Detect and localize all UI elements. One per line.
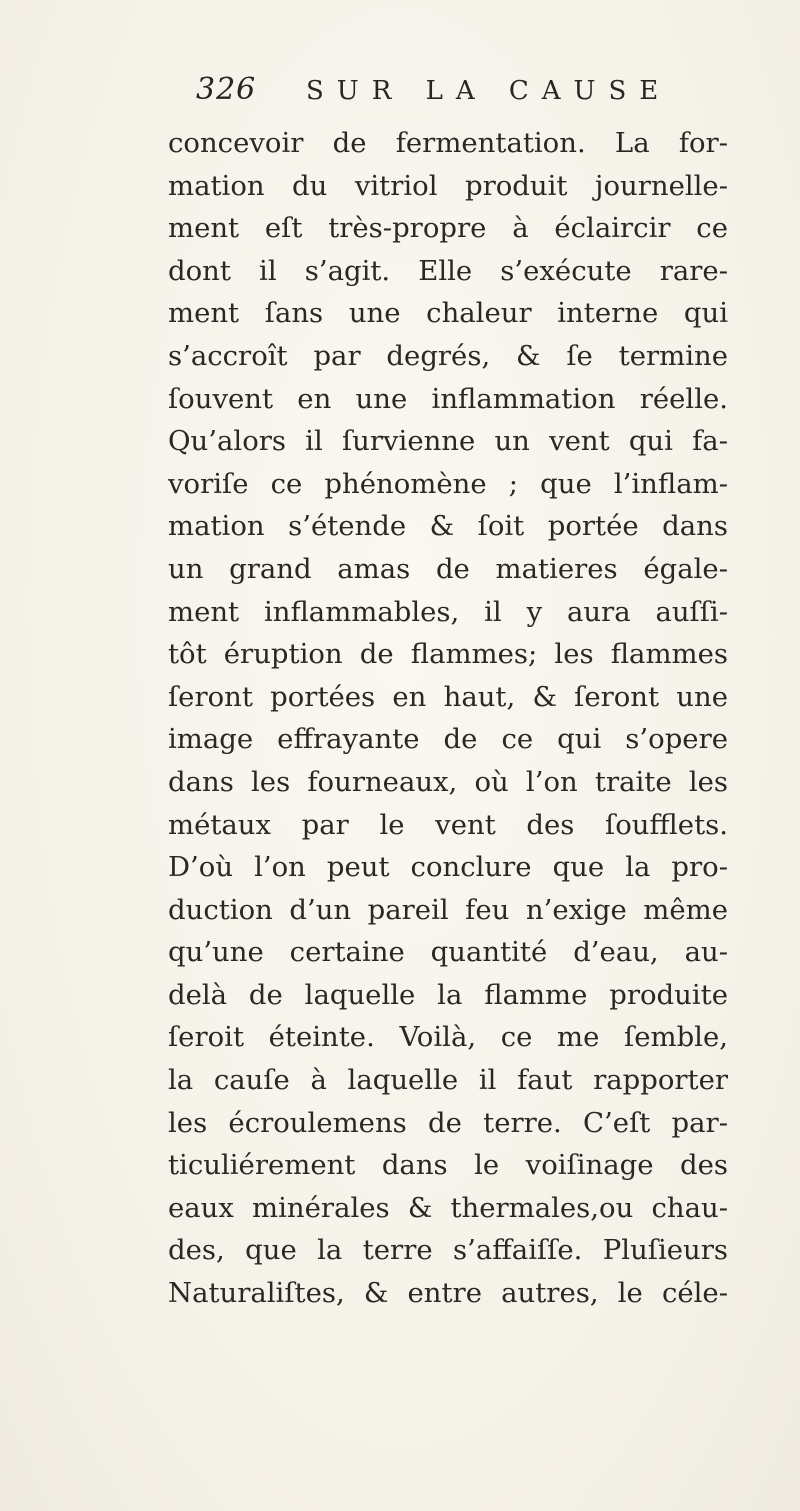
page-header xyxy=(196,72,716,112)
text-line: ſouvent en une inflammation réelle. xyxy=(168,382,728,415)
text-line: concevoir de fermentation. La for- xyxy=(168,127,728,159)
text-line: ſeront portées en haut, & ſeront une xyxy=(168,680,728,713)
page-number: 326 xyxy=(196,72,257,107)
text-line: mation du vitriol produit journelle- xyxy=(168,169,728,202)
text-line: D’où l’on peut conclure que la pro- xyxy=(168,851,728,884)
text-line: ticuliérement dans le voiſinage des xyxy=(168,1149,728,1182)
text-line: ment inflammables, il y aura auſſi- xyxy=(168,595,728,628)
text-line: duction d’un pareil feu n’exige même xyxy=(168,893,728,926)
text-line: delà de laquelle la flamme produite xyxy=(168,978,728,1011)
text-line: Naturaliſtes, & entre autres, le céle- xyxy=(168,1277,728,1310)
text-line: image effrayante de ce qui s’opere xyxy=(168,723,728,756)
text-line: mation s’étende & ſoit portée dans xyxy=(168,510,728,543)
text-line: ſeroit éteinte. Voilà, ce me ſemble, xyxy=(168,1021,728,1054)
text-line: les écroulemens de terre. C’eſt par- xyxy=(168,1106,728,1139)
text-line: voriſe ce phénomène ; que l’inflam- xyxy=(168,467,728,500)
text-line: dans les fourneaux, où l’on traite les xyxy=(168,765,728,798)
text-line: un grand amas de matieres égale- xyxy=(168,552,728,585)
text-line: tôt éruption de flammes; les flammes xyxy=(168,638,728,671)
text-line: métaux par le vent des ſoufflets. xyxy=(168,808,728,841)
text-line: Qu’alors il ſurvienne un vent qui fa- xyxy=(168,425,728,458)
text-line: eaux minérales & thermales,ou chau- xyxy=(168,1191,728,1224)
text-line: s’accroît par degrés, & ſe termine xyxy=(168,339,728,372)
body-text xyxy=(168,122,728,1315)
text-line: ment eſt très-propre à éclaircir ce xyxy=(168,212,728,245)
text-line: la cauſe à laquelle il faut rapporter xyxy=(168,1064,728,1097)
text-line: qu’une certaine quantité d’eau, au- xyxy=(168,936,728,969)
text-line: dont il s’agit. Elle s’exécute rare- xyxy=(168,254,728,287)
text-line: des, que la terre s’affaiſſe. Pluſieurs xyxy=(168,1234,728,1267)
text-line: ment ſans une chaleur interne qui xyxy=(168,297,728,330)
running-head: SUR LA CAUSE xyxy=(306,76,672,106)
